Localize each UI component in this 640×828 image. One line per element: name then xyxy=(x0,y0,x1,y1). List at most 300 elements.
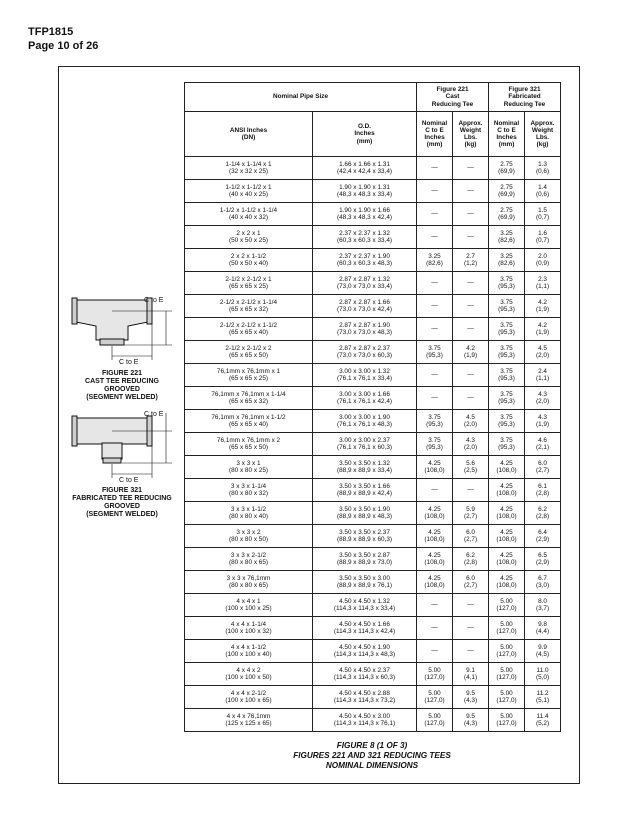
cell-221-weight-line: — xyxy=(467,486,474,494)
cell-321-weight-line: 9.9 xyxy=(538,643,547,651)
cell-ansi-line: (65 x 65 x 40) xyxy=(228,329,269,336)
cell-321-weight-line: 9.8 xyxy=(538,620,547,628)
table-row xyxy=(185,548,561,571)
cell-ansi xyxy=(185,318,313,341)
cell-221-weight-line: (2,7) xyxy=(463,536,478,543)
cell-321-c-to-e xyxy=(489,157,525,180)
cell-221-weight xyxy=(453,548,489,571)
cell-od-line: (48,3 x 48,3 x 42,4) xyxy=(336,214,393,221)
cell-321-weight-line: 4.3 xyxy=(538,390,547,398)
figure-221-caption: FIGURE 221 CAST TEE REDUCING GROOVED (SEGMENT WELDED) xyxy=(85,370,159,401)
cell-ansi-line: 3 x 3 x 2 xyxy=(236,528,261,536)
cell-321-weight-line: (5,0) xyxy=(535,674,550,681)
cell-221-c-to-e-line: 4.25 xyxy=(428,459,441,467)
cell-ansi-line: 1-1/2 x 1-1/2 x 1 xyxy=(225,183,272,191)
cell-321-c-to-e xyxy=(489,203,525,226)
cell-ansi-line: (80 x 80 x 50) xyxy=(228,536,269,543)
cell-221-c-to-e-line: 4.25 xyxy=(428,574,441,582)
cell-ansi xyxy=(185,433,313,456)
cell-od-line: (88,9 x 88,9 x 73,0) xyxy=(336,559,393,566)
cell-321-weight-line: 4.2 xyxy=(538,321,547,329)
cell-od xyxy=(313,502,417,525)
table-row xyxy=(185,571,561,594)
cell-ansi-line: 76,1mm x 76,1mm x 1 xyxy=(216,367,281,375)
cell-321-c-to-e-line: (95,3) xyxy=(498,444,515,451)
cell-od-line: (73,0 x 73,0 x 42,4) xyxy=(336,306,393,313)
cell-321-weight xyxy=(525,456,561,479)
figure-221-drawing xyxy=(62,290,182,366)
cell-321-c-to-e xyxy=(489,433,525,456)
cell-321-c-to-e xyxy=(489,387,525,410)
cell-321-weight xyxy=(525,364,561,387)
cell-221-weight xyxy=(453,663,489,686)
cell-ansi-line: (80 x 80 x 32) xyxy=(228,490,269,497)
cell-221-c-to-e xyxy=(417,387,453,410)
cell-od-line: 4.50 x 4.50 x 3.00 xyxy=(339,712,390,720)
cell-221-weight xyxy=(453,410,489,433)
cell-321-c-to-e-line: (95,3) xyxy=(498,398,515,405)
cell-221-c-to-e-line: 4.25 xyxy=(428,551,441,559)
cell-od-line: (60,3 x 60,3 x 48,3) xyxy=(336,260,393,267)
cell-od-line: (76,1 x 76,1 x 42,4) xyxy=(336,398,393,405)
cell-221-c-to-e-line: (108,0) xyxy=(424,559,445,566)
cell-221-weight-line: — xyxy=(467,210,474,218)
cell-321-weight xyxy=(525,272,561,295)
fig321-dim-ctoe-bottom: C to E xyxy=(119,477,139,484)
cell-221-weight-line: 9.5 xyxy=(466,712,475,720)
cell-321-c-to-e-line: (69,9) xyxy=(498,168,515,175)
cell-221-weight xyxy=(453,364,489,387)
cell-od-line: (73,0 x 73,0 x 33,4) xyxy=(336,283,393,290)
cell-321-c-to-e-line: 3.75 xyxy=(500,367,513,375)
cell-od xyxy=(313,594,417,617)
figure-321-caption: FIGURE 321 FABRICATED TEE REDUCING GROOVED (SEGMENT WELDED) xyxy=(72,487,172,518)
cell-321-weight-line: (2,8) xyxy=(535,513,550,520)
cell-ansi-line: (125 x 125 x 65) xyxy=(225,720,272,727)
header-321-c-to-e: Nominal C to E Inches (mm) xyxy=(489,112,525,157)
cell-221-weight xyxy=(453,157,489,180)
cell-321-c-to-e xyxy=(489,548,525,571)
cell-321-weight-line: 2.3 xyxy=(538,275,547,283)
header-221-c-to-e: Nominal C to E Inches (mm) xyxy=(417,112,453,157)
cell-321-c-to-e-line: (95,3) xyxy=(498,352,515,359)
cell-221-weight xyxy=(453,571,489,594)
cell-od-line: (114,3 x 114,3 x 73,2) xyxy=(333,697,396,704)
document-id: TFP1815 xyxy=(28,26,74,38)
cell-ansi-line: 4 x 4 x 1-1/4 xyxy=(230,620,267,628)
cell-321-c-to-e xyxy=(489,180,525,203)
cell-221-c-to-e-line: 4.25 xyxy=(428,528,441,536)
cell-ansi xyxy=(185,640,313,663)
cell-221-c-to-e-line: — xyxy=(431,187,438,195)
cell-ansi-line: (40 x 40 x 32) xyxy=(228,214,269,221)
cell-ansi-line: (32 x 32 x 25) xyxy=(228,168,269,175)
cell-ansi xyxy=(185,479,313,502)
header-figure-221: Figure 221 Cast Reducing Tee xyxy=(417,83,489,112)
cell-221-c-to-e-line: 4.25 xyxy=(428,505,441,513)
cell-321-c-to-e-line: (108,0) xyxy=(496,490,517,497)
cell-ansi-line: (65 x 65 x 40) xyxy=(228,421,269,428)
cell-321-weight xyxy=(525,341,561,364)
cell-321-weight xyxy=(525,157,561,180)
cell-321-weight-line: (4,5) xyxy=(535,651,550,658)
cell-od-line: 4.50 x 4.50 x 1.32 xyxy=(339,597,390,605)
cell-321-weight-line: 11.4 xyxy=(536,712,549,720)
cell-ansi-line: 2-1/2 x 2-1/2 x 1 xyxy=(225,275,272,283)
cell-od-line: 2.87 x 2.87 x 1.32 xyxy=(339,275,390,283)
table-body xyxy=(185,157,561,732)
cell-321-weight-line: (2,0) xyxy=(535,398,550,405)
cell-221-weight-line: 4.3 xyxy=(466,436,475,444)
cell-321-c-to-e xyxy=(489,410,525,433)
table-row xyxy=(185,157,561,180)
cell-ansi-line: 4 x 4 x 2 xyxy=(236,666,261,674)
cell-od xyxy=(313,410,417,433)
table-row xyxy=(185,709,561,732)
cell-321-weight-line: 1.6 xyxy=(538,229,547,237)
cell-221-weight-line: — xyxy=(467,371,474,379)
cell-ansi-line: (65 x 65 x 50) xyxy=(228,444,269,451)
cell-ansi xyxy=(185,249,313,272)
cell-ansi xyxy=(185,663,313,686)
cell-321-weight-line: 1.4 xyxy=(538,183,547,191)
cell-ansi-line: (100 x 100 x 25) xyxy=(225,605,272,612)
cell-321-c-to-e-line: (127,0) xyxy=(496,720,517,727)
table-row xyxy=(185,180,561,203)
cell-321-c-to-e-line: (108,0) xyxy=(496,467,517,474)
cell-221-c-to-e xyxy=(417,157,453,180)
cell-221-c-to-e-line: — xyxy=(431,624,438,632)
cell-321-weight-line: 1.5 xyxy=(538,206,547,214)
cell-221-c-to-e xyxy=(417,364,453,387)
cell-221-c-to-e xyxy=(417,180,453,203)
cell-221-c-to-e-line: (127,0) xyxy=(424,697,445,704)
cell-od xyxy=(313,548,417,571)
cell-od xyxy=(313,272,417,295)
cell-ansi-line: 2-1/2 x 2-1/2 x 2 xyxy=(225,344,272,352)
cell-221-c-to-e-line: 5.00 xyxy=(428,666,441,674)
table-row xyxy=(185,226,561,249)
cell-321-c-to-e xyxy=(489,479,525,502)
cell-ansi xyxy=(185,548,313,571)
cell-od xyxy=(313,249,417,272)
table-row xyxy=(185,387,561,410)
cell-221-weight xyxy=(453,203,489,226)
cell-221-weight-line: (2,7) xyxy=(463,582,478,589)
cell-321-c-to-e-line: (127,0) xyxy=(496,651,517,658)
cell-221-c-to-e-line: 3.75 xyxy=(428,413,441,421)
cell-321-c-to-e-line: 5.00 xyxy=(500,712,513,720)
cell-321-c-to-e-line: (95,3) xyxy=(498,306,515,313)
cell-od-line: (88,9 x 88,9 x 60,3) xyxy=(336,536,393,543)
cell-221-c-to-e-line: (82,6) xyxy=(426,260,443,267)
cell-221-weight xyxy=(453,525,489,548)
cell-ansi-line: 2-1/2 x 2-1/2 x 1-1/4 xyxy=(219,298,278,306)
cell-321-weight-line: 4.3 xyxy=(538,413,547,421)
cell-321-c-to-e-line: (82,6) xyxy=(498,237,515,244)
cell-ansi-line: (100 x 100 x 65) xyxy=(225,697,272,704)
cell-321-weight xyxy=(525,318,561,341)
cell-od xyxy=(313,686,417,709)
table-row xyxy=(185,410,561,433)
cell-321-c-to-e-line: 5.00 xyxy=(500,643,513,651)
cell-221-c-to-e xyxy=(417,249,453,272)
cell-od-line: 2.87 x 2.87 x 1.90 xyxy=(339,321,390,329)
cell-321-c-to-e-line: 3.25 xyxy=(500,252,513,260)
cell-321-c-to-e-line: 5.00 xyxy=(500,689,513,697)
cell-od-line: 3.50 x 3.50 x 2.87 xyxy=(339,551,390,559)
cell-221-weight-line: (2,8) xyxy=(463,559,478,566)
cell-321-weight xyxy=(525,203,561,226)
cell-od-line: 2.37 x 2.37 x 1.32 xyxy=(339,229,390,237)
header-figure-321: Figure 321 Fabricated Reducing Tee xyxy=(489,83,561,112)
cell-321-weight-line: (3,0) xyxy=(535,582,550,589)
cell-321-weight-line: (0,6) xyxy=(535,191,550,198)
cell-od-line: 3.50 x 3.50 x 2.37 xyxy=(339,528,390,536)
cell-321-weight xyxy=(525,410,561,433)
cell-od-line: (60,3 x 60,3 x 33,4) xyxy=(336,237,393,244)
cell-221-weight-line: — xyxy=(467,601,474,609)
cell-od-line: 3.50 x 3.50 x 1.90 xyxy=(339,505,390,513)
cell-321-c-to-e-line: 3.75 xyxy=(500,390,513,398)
cell-221-c-to-e xyxy=(417,686,453,709)
header-ansi-inches: ANSI Inches (DN) xyxy=(185,112,313,157)
cell-221-weight xyxy=(453,479,489,502)
cell-od-line: (114,3 x 114,3 x 42,4) xyxy=(333,628,396,635)
cell-od-line: (88,9 x 88,9 x 42,4) xyxy=(336,490,393,497)
cell-321-c-to-e xyxy=(489,525,525,548)
cell-221-c-to-e-line: — xyxy=(431,164,438,172)
cell-321-c-to-e xyxy=(489,364,525,387)
cell-ansi-line: (65 x 65 x 25) xyxy=(228,375,269,382)
header-nominal-pipe-size: Nominal Pipe Size xyxy=(185,83,417,112)
cell-221-c-to-e xyxy=(417,709,453,732)
cell-321-c-to-e xyxy=(489,686,525,709)
cell-221-c-to-e xyxy=(417,456,453,479)
cell-221-c-to-e-line: — xyxy=(431,210,438,218)
cell-ansi xyxy=(185,525,313,548)
cell-221-c-to-e-line: — xyxy=(431,371,438,379)
cell-ansi-line: 76,1mm x 76,1mm x 2 xyxy=(216,436,281,444)
cell-321-weight xyxy=(525,502,561,525)
cell-221-weight-line: 4.5 xyxy=(466,413,475,421)
cell-221-weight-line: — xyxy=(467,624,474,632)
table-row xyxy=(185,640,561,663)
cell-od xyxy=(313,180,417,203)
cell-321-weight-line: 8.0 xyxy=(538,597,547,605)
cell-221-weight-line: 9.1 xyxy=(466,666,475,674)
cell-321-c-to-e-line: 4.25 xyxy=(500,551,513,559)
caption-line-3: NOMINAL DIMENSIONS xyxy=(325,761,419,770)
cell-221-weight-line: — xyxy=(467,279,474,287)
cell-od-line: (73,0 x 73,0 x 60,3) xyxy=(336,352,393,359)
cell-221-c-to-e xyxy=(417,203,453,226)
cell-od-line: (114,3 x 114,3 x 48,3) xyxy=(333,651,396,658)
cell-ansi-line: 3 x 3 x 1 xyxy=(236,459,261,467)
cell-od xyxy=(313,663,417,686)
cell-321-c-to-e-line: 5.00 xyxy=(500,597,513,605)
cell-321-weight-line: 6.2 xyxy=(538,505,547,513)
cell-321-weight xyxy=(525,571,561,594)
cell-ansi xyxy=(185,226,313,249)
cell-221-weight-line: (2,7) xyxy=(463,513,478,520)
cell-ansi xyxy=(185,686,313,709)
cell-od xyxy=(313,617,417,640)
cell-221-c-to-e-line: (108,0) xyxy=(424,582,445,589)
cell-321-c-to-e xyxy=(489,341,525,364)
cell-321-c-to-e-line: 3.75 xyxy=(500,275,513,283)
reducing-tee-table xyxy=(184,82,561,732)
cell-221-c-to-e-line: (127,0) xyxy=(424,720,445,727)
cell-221-weight-line: (1,9) xyxy=(463,352,478,359)
table-row xyxy=(185,594,561,617)
cell-321-weight-line: 4.5 xyxy=(538,344,547,352)
cell-od-line: (76,1 x 76,1 x 60,3) xyxy=(336,444,393,451)
cell-321-weight xyxy=(525,387,561,410)
cell-321-weight-line: 11.0 xyxy=(536,666,549,674)
cell-ansi xyxy=(185,594,313,617)
cell-321-weight xyxy=(525,433,561,456)
cell-321-c-to-e-line: 4.25 xyxy=(500,574,513,582)
cell-321-c-to-e xyxy=(489,594,525,617)
cell-221-weight-line: 4.2 xyxy=(466,344,475,352)
cell-ansi-line: 3 x 3 x 2-1/2 xyxy=(230,551,267,559)
cell-221-c-to-e xyxy=(417,594,453,617)
cell-221-c-to-e-line: — xyxy=(431,647,438,655)
cell-od-line: 3.00 x 3.00 x 1.90 xyxy=(339,413,390,421)
cell-od-line: 3.00 x 3.00 x 1.66 xyxy=(339,390,390,398)
cell-221-weight-line: 5.6 xyxy=(466,459,475,467)
cell-221-weight-line: 6.0 xyxy=(466,574,475,582)
cell-321-weight-line: 4.6 xyxy=(538,436,547,444)
cell-ansi-line: (50 x 50 x 25) xyxy=(228,237,269,244)
cell-221-weight-line: — xyxy=(467,164,474,172)
cell-od-line: 2.87 x 2.87 x 1.66 xyxy=(339,298,390,306)
cell-ansi xyxy=(185,157,313,180)
cell-321-weight-line: (1,9) xyxy=(535,329,550,336)
cell-321-weight-line: 4.2 xyxy=(538,298,547,306)
cell-od-line: (88,9 x 88,9 x 76,1) xyxy=(336,582,393,589)
cell-221-c-to-e xyxy=(417,410,453,433)
figure-321-drawing xyxy=(62,408,182,484)
cell-221-c-to-e-line: (95,3) xyxy=(426,444,443,451)
cell-321-c-to-e-line: (69,9) xyxy=(498,214,515,221)
cell-321-c-to-e-line: (127,0) xyxy=(496,605,517,612)
cell-321-c-to-e xyxy=(489,502,525,525)
cell-321-c-to-e-line: 3.75 xyxy=(500,344,513,352)
cell-321-weight-line: (2,7) xyxy=(535,467,550,474)
cell-221-weight-line: 6.0 xyxy=(466,528,475,536)
table-row xyxy=(185,295,561,318)
cell-321-weight-line: (4,4) xyxy=(535,628,550,635)
cell-221-c-to-e-line: — xyxy=(431,394,438,402)
cell-321-weight-line: (2,9) xyxy=(535,536,550,543)
caption-line-1: FIGURE 8 (1 OF 3) xyxy=(336,741,408,750)
cell-321-weight xyxy=(525,180,561,203)
cell-221-c-to-e-line: — xyxy=(431,233,438,241)
cell-ansi-line: (40 x 40 x 25) xyxy=(228,191,269,198)
cell-221-weight xyxy=(453,180,489,203)
cell-221-c-to-e-line: 3.75 xyxy=(428,344,441,352)
cell-321-c-to-e-line: 3.75 xyxy=(500,436,513,444)
cell-321-weight xyxy=(525,548,561,571)
cell-od-line: 4.50 x 4.50 x 2.88 xyxy=(339,689,390,697)
cell-od-line: (114,3 x 114,3 x 76,1) xyxy=(333,720,396,727)
cell-ansi-line: (65 x 65 x 25) xyxy=(228,283,269,290)
cell-221-c-to-e xyxy=(417,663,453,686)
cell-221-c-to-e-line: 3.75 xyxy=(428,436,441,444)
cell-221-weight xyxy=(453,456,489,479)
cell-221-weight-line: — xyxy=(467,187,474,195)
header-221-weight: Approx. Weight Lbs. (kg) xyxy=(453,112,489,157)
cell-od-line: 4.50 x 4.50 x 1.66 xyxy=(339,620,390,628)
cell-321-c-to-e-line: (108,0) xyxy=(496,513,517,520)
header-321-weight: Approx. Weight Lbs. (kg) xyxy=(525,112,561,157)
cell-321-weight-line: 1.3 xyxy=(538,160,547,168)
cell-221-c-to-e xyxy=(417,502,453,525)
cell-od-line: (76,1 x 76,1 x 33,4) xyxy=(336,375,393,382)
cell-221-weight xyxy=(453,272,489,295)
cell-od-line: (114,3 x 114,3 x 60,3) xyxy=(333,674,396,681)
cell-221-weight xyxy=(453,686,489,709)
cell-ansi xyxy=(185,364,313,387)
cell-221-c-to-e-line: 5.00 xyxy=(428,689,441,697)
cell-ansi xyxy=(185,502,313,525)
cell-od-line: (48,3 x 48,3 x 33,4) xyxy=(336,191,393,198)
cell-221-weight-line: (2,5) xyxy=(463,467,478,474)
cell-321-c-to-e xyxy=(489,318,525,341)
cell-od xyxy=(313,295,417,318)
cell-od-line: 3.50 x 3.50 x 3.00 xyxy=(339,574,390,582)
cell-ansi-line: 2 x 2 x 1 xyxy=(236,229,261,237)
cell-221-c-to-e xyxy=(417,617,453,640)
cell-321-c-to-e-line: 4.25 xyxy=(500,459,513,467)
cell-221-weight xyxy=(453,502,489,525)
fig221-dim-ctoe-bottom: C to E xyxy=(119,359,139,366)
cell-321-c-to-e-line: 3.75 xyxy=(500,321,513,329)
cell-221-c-to-e-line: (108,0) xyxy=(424,467,445,474)
cell-321-c-to-e-line: (95,3) xyxy=(498,421,515,428)
cell-221-c-to-e-line: (95,3) xyxy=(426,421,443,428)
cell-321-c-to-e-line: 3.25 xyxy=(500,229,513,237)
cell-ansi-line: 76,1mm x 76,1mm x 1-1/4 xyxy=(211,390,286,398)
cell-ansi-line: (100 x 100 x 50) xyxy=(225,674,272,681)
cell-221-weight-line: 9.5 xyxy=(466,689,475,697)
cell-321-weight-line: (5,1) xyxy=(535,697,550,704)
cell-ansi xyxy=(185,203,313,226)
cell-od xyxy=(313,226,417,249)
cell-321-c-to-e-line: 4.25 xyxy=(500,505,513,513)
cell-od-line: 1.90 x 1.90 x 1.31 xyxy=(339,183,390,191)
cell-od xyxy=(313,640,417,663)
cell-321-c-to-e-line: 4.25 xyxy=(500,482,513,490)
cell-221-weight xyxy=(453,249,489,272)
cell-321-weight xyxy=(525,295,561,318)
cell-ansi-line: 2 x 2 x 1-1/2 xyxy=(230,252,267,260)
cell-321-weight xyxy=(525,479,561,502)
cell-321-c-to-e-line: 4.25 xyxy=(500,528,513,536)
cell-221-c-to-e xyxy=(417,525,453,548)
cell-321-c-to-e-line: (127,0) xyxy=(496,674,517,681)
cell-321-weight xyxy=(525,640,561,663)
cell-321-weight xyxy=(525,226,561,249)
cell-221-weight-line: 2.7 xyxy=(466,252,475,260)
cell-321-weight-line: 6.0 xyxy=(538,459,547,467)
cell-321-weight-line: (1,9) xyxy=(535,421,550,428)
cell-321-weight-line: (2,1) xyxy=(535,444,550,451)
cell-od xyxy=(313,456,417,479)
table-row xyxy=(185,203,561,226)
